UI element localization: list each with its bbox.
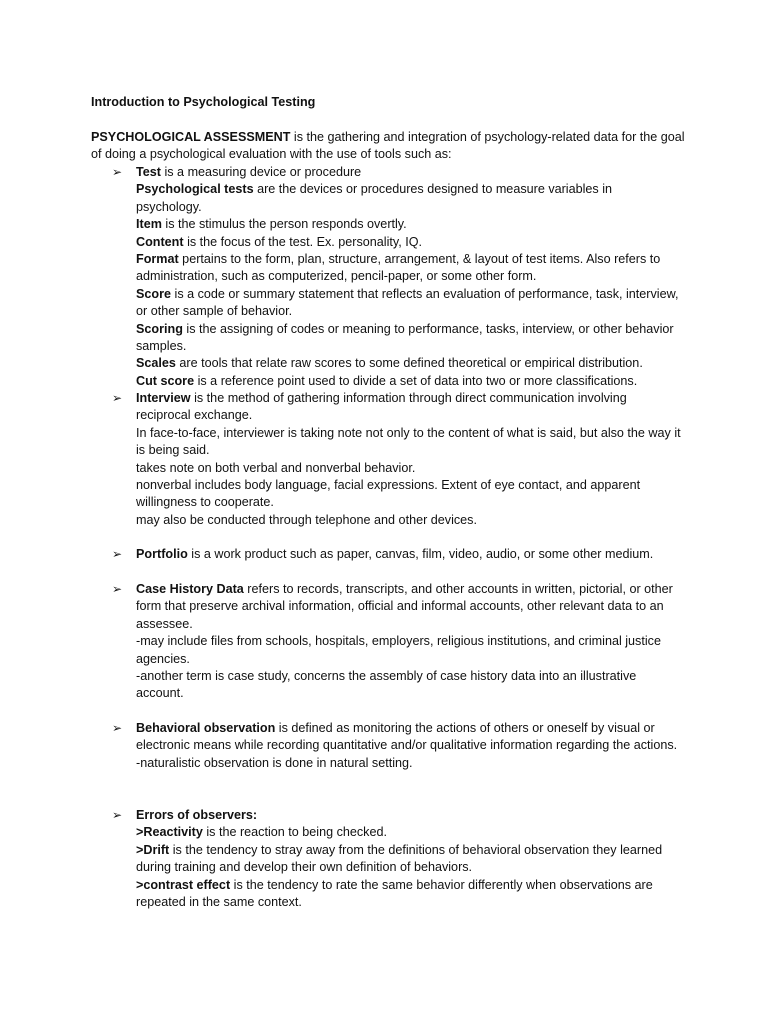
section-line [136, 807, 681, 824]
definition-text: is defined as monitoring the actions of others or oneself by visual or electronic means while recording quantitative and/or qualitative information regarding the actions. [136, 721, 678, 753]
section-lines [136, 581, 681, 703]
definition-text: is the stimulus the person responds overtly. [161, 217, 407, 232]
definition-text: pertains to the form, plan, structure, arrangement, & layout of test items. Also refers to administration, such as computerized, pencil-paper, or some other form. [136, 252, 661, 284]
section-line [136, 390, 681, 425]
term-bold: Score [136, 286, 172, 301]
section-line [136, 164, 681, 181]
definition-text: are the devices or procedures designed to measure variables in psychology. [136, 182, 613, 214]
section-lines [136, 720, 681, 772]
section-line [136, 633, 681, 668]
intro-paragraph [91, 129, 691, 164]
term-bold: Psychological tests [136, 182, 254, 197]
term-bold: Content [136, 234, 184, 249]
arrow-bullet-icon: ➢ [112, 808, 123, 822]
definition-text: may also be conducted through telephone and other devices. [136, 512, 477, 527]
term-bold: Scales [136, 356, 176, 371]
term-bold: Scoring [136, 321, 183, 336]
section-line [136, 720, 681, 755]
term-bold: >Reactivity [136, 825, 203, 840]
arrow-bullet-icon: ➢ [112, 165, 123, 179]
definition-text: are tools that relate raw scores to some defined theoretical or empirical distribution. [175, 356, 643, 371]
term-bold: Cut score [136, 373, 195, 388]
definition-text: In face-to-face, interviewer is taking note not only to the content of what is said, but also the way it is being said. [136, 425, 681, 458]
definition-text: is the assigning of codes or meaning to performance, tasks, interview, or other behavior samples. [136, 321, 674, 354]
definition-text: is a work product such as paper, canvas, film, video, audio, or some other medium. [187, 547, 654, 561]
arrow-bullet-icon: ➢ [112, 391, 123, 405]
definition-text: is a measuring device or procedure [160, 165, 362, 179]
section-lines [136, 390, 681, 529]
definition-text: -naturalistic observation is done in natural setting. [136, 755, 413, 770]
definition-text: is the reaction to being checked. [202, 825, 387, 840]
section-line [136, 355, 681, 372]
definition-text: -another term is case study, concerns the assembly of case history data into an illustrative account. [136, 669, 637, 701]
term-bold: Item [136, 217, 162, 232]
section-behavioral-observation [112, 720, 681, 772]
section-line [136, 668, 681, 703]
section-line [136, 251, 681, 286]
term-bold: Behavioral observation [136, 721, 276, 735]
term-bold: Interview [136, 391, 191, 405]
section-line [136, 512, 681, 529]
definition-text: is the method of gathering information through direct communication involving reciprocal exchange. [136, 391, 627, 423]
section-line [136, 755, 681, 772]
section-test [112, 164, 681, 390]
term-bold: Case History Data [136, 582, 244, 596]
section-line [136, 581, 681, 633]
section-line [136, 546, 681, 563]
section-line [136, 477, 681, 512]
section-line [136, 286, 681, 321]
section-lines [136, 546, 681, 563]
definition-text: is the tendency to rate the same behavior differently when observations are repeated in the same context. [136, 877, 653, 910]
definition-text: is a code or summary statement that reflects an evaluation of performance, task, interview, or other sample of behavior. [136, 286, 679, 319]
arrow-bullet-icon: ➢ [112, 721, 123, 735]
section-errors-of-observers [112, 807, 681, 911]
section-interview [112, 390, 681, 529]
term-bold: >Drift [136, 842, 170, 857]
section-lines [136, 164, 681, 390]
definition-text: takes note on both verbal and nonverbal behavior. [136, 460, 416, 475]
section-portfolio [112, 546, 681, 563]
definition-text: refers to records, transcripts, and other accounts in written, pictorial, or other form that preserve archival information, official and informal accounts, other relevant data to an assessee. [136, 582, 673, 631]
arrow-bullet-icon: ➢ [112, 582, 123, 596]
term-bold: Errors of observers: [136, 808, 258, 822]
document-title: Introduction to Psychological Testing [91, 95, 316, 109]
term-bold: Test [136, 165, 161, 179]
section-line [136, 181, 681, 216]
section-case-history [112, 581, 681, 703]
section-line [136, 216, 681, 233]
term-bold: Portfolio [136, 547, 188, 561]
section-line [136, 321, 681, 356]
definition-text: is the tendency to stray away from the definitions of behavioral observation they learned during training and develop their own definition of behaviors. [136, 842, 663, 875]
term-bold: Format [136, 252, 179, 267]
definition-text: is a reference point used to divide a set of data into two or more classifications. [194, 373, 638, 388]
section-line [136, 460, 681, 477]
section-line [136, 373, 681, 390]
arrow-bullet-icon: ➢ [112, 547, 123, 561]
section-line [136, 425, 681, 460]
intro-text: is the gathering and integration of psychology-related data for the goal of doing a psychological evaluation with the use of tools such as: [91, 130, 685, 162]
definition-text: -may include files from schools, hospitals, employers, religious institutions, and criminal justice agencies. [136, 634, 661, 666]
term-bold: >contrast effect [136, 877, 231, 892]
section-line [136, 877, 681, 912]
section-line [136, 824, 681, 841]
definition-text: nonverbal includes body language, facial expressions. Extent of eye contact, and apparent willingness to cooperate. [136, 478, 641, 510]
section-line [136, 842, 681, 877]
section-line [136, 234, 681, 251]
section-lines [136, 807, 681, 911]
intro-term: PSYCHOLOGICAL ASSESSMENT [91, 130, 291, 144]
definition-text: is the focus of the test. Ex. personality, IQ. [183, 234, 423, 249]
